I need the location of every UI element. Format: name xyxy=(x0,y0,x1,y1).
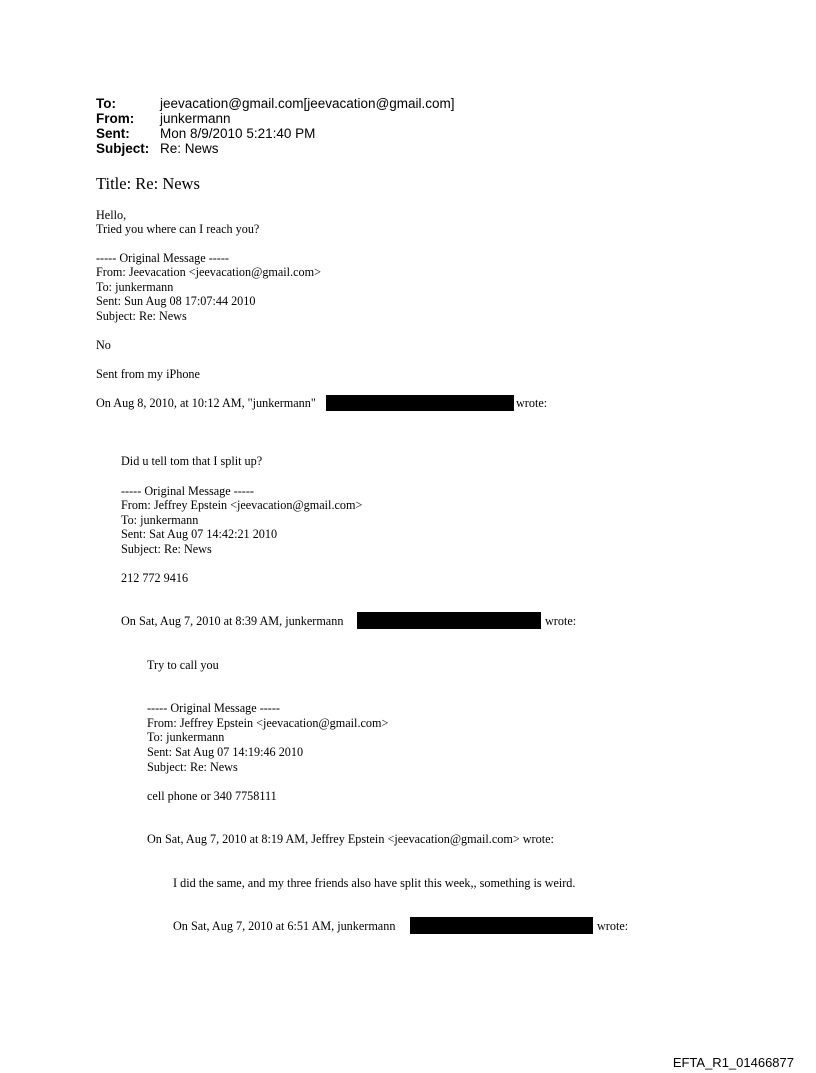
message-body: I did the same, and my three friends also have split this week,, something is weird. xyxy=(173,876,576,890)
original-message-divider: ----- Original Message ----- xyxy=(121,484,254,498)
sent-label: Sent: xyxy=(96,126,130,141)
original-subject: Subject: Re: News xyxy=(96,309,187,323)
redaction-bar xyxy=(410,917,593,934)
message-body: Did u tell tom that I split up? xyxy=(121,454,263,468)
original-from: From: Jeffrey Epstein <jeevacation@gmail.com> xyxy=(147,716,389,730)
original-to: To: junkermann xyxy=(147,730,225,744)
original-to: To: junkermann xyxy=(96,280,174,294)
original-sent: Sent: Sat Aug 07 14:19:46 2010 xyxy=(147,745,304,759)
original-message-divider: ----- Original Message ----- xyxy=(147,701,280,715)
redaction-bar xyxy=(326,395,514,411)
quote-attribution-prefix: On Sat, Aug 7, 2010 at 8:39 AM, junkermann xyxy=(121,614,344,628)
message-body: Try to call you xyxy=(147,658,219,672)
to-label: To: xyxy=(96,96,116,111)
original-from: From: Jeevacation <jeevacation@gmail.com> xyxy=(96,265,321,279)
original-subject: Subject: Re: News xyxy=(147,760,238,774)
quote-attribution-suffix: wrote: xyxy=(516,396,548,410)
from-value: junkermann xyxy=(160,111,231,126)
quote-attribution-suffix: wrote: xyxy=(597,919,629,933)
greeting-text: Hello, xyxy=(96,208,127,222)
redaction-bar xyxy=(357,612,541,629)
document-id: EFTA_R1_01466877 xyxy=(672,1055,794,1070)
signature-text: Sent from my iPhone xyxy=(96,367,200,381)
phone-number-text: 212 772 9416 xyxy=(121,571,189,585)
to-value: jeevacation@gmail.com[jeevacation@gmail.com] xyxy=(160,96,455,111)
original-sent: Sent: Sun Aug 08 17:07:44 2010 xyxy=(96,294,256,308)
original-subject: Subject: Re: News xyxy=(121,542,212,556)
message-body: No xyxy=(96,338,111,352)
quote-attribution-prefix: On Sat, Aug 7, 2010 at 6:51 AM, junkermann xyxy=(173,919,396,933)
phone-number-text: cell phone or 340 7758111 xyxy=(147,789,277,803)
from-label: From: xyxy=(96,111,135,126)
quote-attribution-prefix: On Aug 8, 2010, at 10:12 AM, "junkermann" xyxy=(96,396,316,410)
original-message-divider: ----- Original Message ----- xyxy=(96,251,229,265)
sent-value: Mon 8/9/2010 5:21:40 PM xyxy=(160,126,316,141)
subject-value: Re: News xyxy=(160,141,219,156)
quote-attribution: On Sat, Aug 7, 2010 at 8:19 AM, Jeffrey Epstein <jeevacation@gmail.com> wrote: xyxy=(147,832,554,846)
quote-attribution-suffix: wrote: xyxy=(545,614,577,628)
subject-label: Subject: xyxy=(96,141,150,156)
message-body: Tried you where can I reach you? xyxy=(96,222,260,236)
original-to: To: junkermann xyxy=(121,513,199,527)
original-from: From: Jeffrey Epstein <jeevacation@gmail.com> xyxy=(121,498,363,512)
document-title: Title: Re: News xyxy=(96,174,200,193)
original-sent: Sent: Sat Aug 07 14:42:21 2010 xyxy=(121,527,278,541)
